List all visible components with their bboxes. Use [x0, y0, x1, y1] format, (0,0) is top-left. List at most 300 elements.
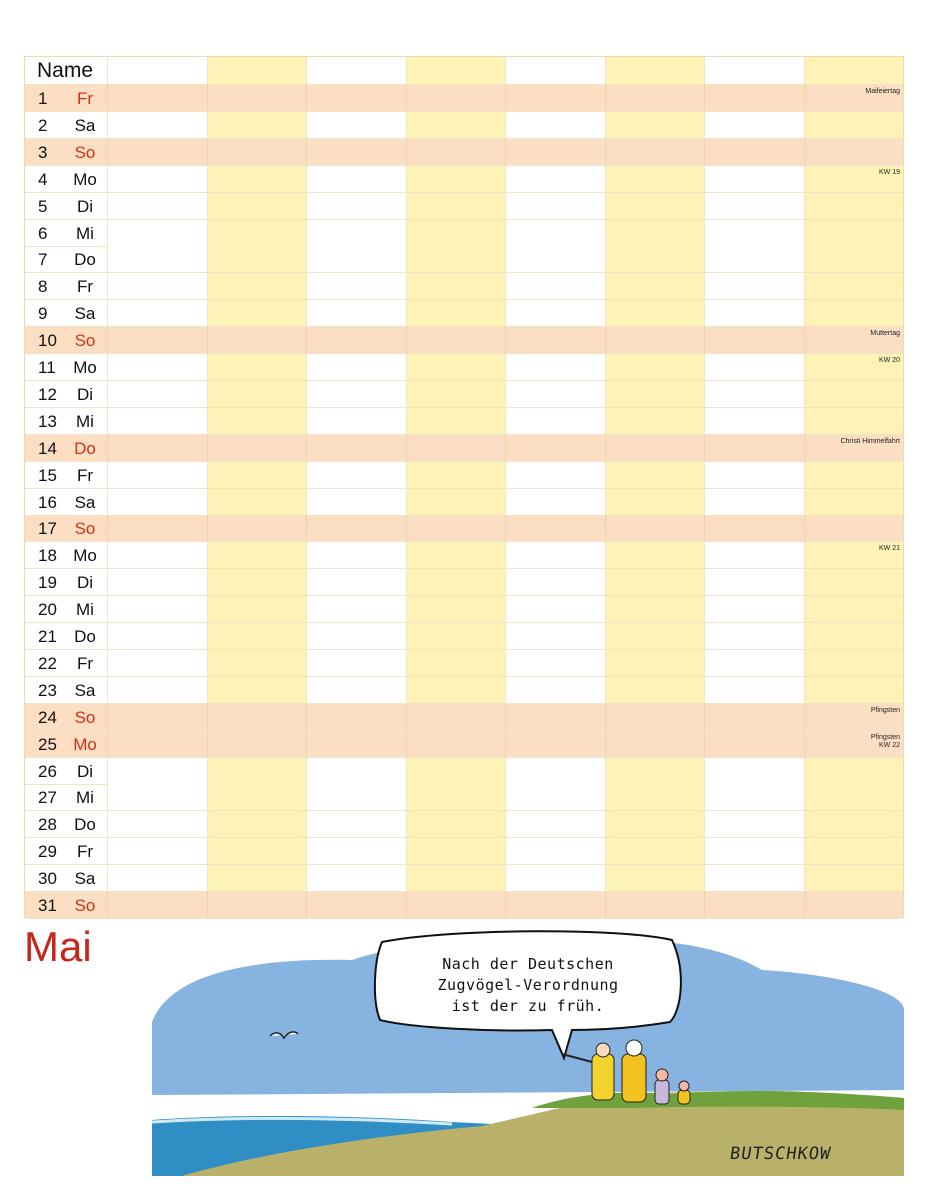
entry-cell[interactable] — [804, 139, 904, 165]
entry-cell[interactable] — [107, 381, 207, 407]
entry-cell[interactable] — [605, 731, 705, 757]
person-column-3-header[interactable] — [306, 57, 406, 84]
entry-cell[interactable] — [306, 704, 406, 730]
entry-cell[interactable] — [804, 784, 904, 810]
entry-cell[interactable] — [306, 623, 406, 649]
entry-cell[interactable] — [306, 784, 406, 810]
entry-cell[interactable] — [107, 758, 207, 784]
entry-cell[interactable] — [605, 838, 705, 864]
entry-cell[interactable] — [505, 811, 605, 837]
entry-cell[interactable] — [804, 220, 904, 246]
entry-cell[interactable] — [207, 704, 307, 730]
entry-cell[interactable] — [207, 892, 307, 918]
entry-cell[interactable] — [207, 731, 307, 757]
entry-cell[interactable] — [207, 650, 307, 676]
day-number: 13 — [38, 411, 57, 431]
day-number: 7 — [38, 250, 48, 270]
entry-cell[interactable] — [704, 166, 804, 192]
entry-cell[interactable] — [107, 300, 207, 326]
day-row — [25, 892, 903, 919]
entry-cell[interactable] — [107, 408, 207, 434]
entry-cell[interactable] — [207, 139, 307, 165]
entry-cell[interactable] — [704, 542, 804, 568]
entry-cell[interactable] — [207, 408, 307, 434]
entry-cell[interactable] — [505, 865, 605, 891]
entry-cell[interactable] — [207, 462, 307, 488]
entry-cell[interactable] — [704, 408, 804, 434]
entry-cell[interactable] — [704, 381, 804, 407]
entry-cell[interactable] — [804, 838, 904, 864]
speech-line-1: Nach der Deutschen — [442, 955, 614, 973]
entry-cell[interactable] — [306, 596, 406, 622]
entry-cell[interactable] — [804, 166, 904, 192]
entry-cell[interactable] — [107, 85, 207, 111]
entry-cell[interactable] — [107, 515, 207, 541]
entry-cell[interactable] — [505, 139, 605, 165]
entry-cell[interactable] — [804, 677, 904, 703]
entry-cell[interactable] — [107, 193, 207, 219]
entry-cell[interactable] — [804, 515, 904, 541]
entry-cell[interactable] — [605, 596, 705, 622]
entry-cell[interactable] — [505, 650, 605, 676]
person-column-4-header[interactable] — [406, 57, 506, 84]
entry-cell[interactable] — [605, 85, 705, 111]
day-number: 26 — [38, 761, 57, 781]
person-column-1-header[interactable] — [107, 57, 207, 84]
entry-cell[interactable] — [107, 462, 207, 488]
entry-cell[interactable] — [306, 515, 406, 541]
person-column-2-header[interactable] — [207, 57, 307, 84]
entry-cell[interactable] — [406, 623, 506, 649]
entry-cell[interactable] — [505, 354, 605, 380]
day-row — [25, 515, 903, 542]
entry-cell[interactable] — [505, 381, 605, 407]
entry-cell[interactable] — [704, 596, 804, 622]
entry-cell[interactable] — [804, 569, 904, 595]
entry-cell[interactable] — [704, 220, 804, 246]
entry-cell[interactable] — [605, 246, 705, 272]
entry-cell[interactable] — [605, 677, 705, 703]
entry-cell[interactable] — [306, 85, 406, 111]
entry-cell[interactable] — [505, 246, 605, 272]
entry-cell[interactable] — [207, 327, 307, 353]
entry-cell[interactable] — [406, 435, 506, 461]
entry-cell[interactable] — [306, 408, 406, 434]
entry-cell[interactable] — [107, 865, 207, 891]
entry-cell[interactable] — [804, 623, 904, 649]
speech-line-3: ist der zu früh. — [451, 997, 605, 1015]
entry-cell[interactable] — [704, 758, 804, 784]
entry-cell[interactable] — [107, 435, 207, 461]
day-row — [25, 166, 903, 193]
holiday-note: KW 21 — [878, 545, 900, 553]
entry-cell[interactable] — [306, 892, 406, 918]
entry-cell[interactable] — [605, 489, 705, 515]
entry-cell[interactable] — [704, 623, 804, 649]
entry-cell[interactable] — [207, 865, 307, 891]
weekday-abbrev: Di — [76, 384, 94, 404]
entry-cell[interactable] — [406, 569, 506, 595]
entry-cell[interactable] — [704, 246, 804, 272]
entry-cell[interactable] — [605, 462, 705, 488]
weekday-abbrev: Sa — [74, 304, 96, 324]
entry-cell[interactable] — [505, 596, 605, 622]
entry-cell[interactable] — [306, 300, 406, 326]
day-row — [25, 596, 903, 623]
entry-cell[interactable] — [605, 650, 705, 676]
entry-cell[interactable] — [804, 246, 904, 272]
entry-cell[interactable] — [406, 462, 506, 488]
entry-cell[interactable] — [605, 354, 705, 380]
entry-cell[interactable] — [107, 166, 207, 192]
entry-cell[interactable] — [306, 220, 406, 246]
entry-cell[interactable] — [406, 327, 506, 353]
entry-cell[interactable] — [406, 112, 506, 138]
entry-cell[interactable] — [704, 193, 804, 219]
entry-cell[interactable] — [406, 677, 506, 703]
entry-cell[interactable] — [804, 193, 904, 219]
entry-cell[interactable] — [505, 273, 605, 299]
entry-cell[interactable] — [406, 139, 506, 165]
day-number: 12 — [38, 384, 57, 404]
entry-cell[interactable] — [804, 408, 904, 434]
entry-cell[interactable] — [107, 489, 207, 515]
entry-cell[interactable] — [406, 408, 506, 434]
entry-cell[interactable] — [505, 220, 605, 246]
entry-cell[interactable] — [406, 650, 506, 676]
day-number: 22 — [38, 653, 57, 673]
entry-cell[interactable] — [804, 489, 904, 515]
person-column-6-header[interactable] — [605, 57, 705, 84]
entry-cell[interactable] — [704, 489, 804, 515]
entry-cell[interactable] — [306, 542, 406, 568]
entry-cell[interactable] — [505, 758, 605, 784]
entry-cell[interactable] — [107, 273, 207, 299]
day-row — [25, 246, 903, 273]
entry-cell[interactable] — [505, 435, 605, 461]
entry-cell[interactable] — [704, 139, 804, 165]
entry-cell[interactable] — [406, 300, 506, 326]
entry-cell[interactable] — [704, 704, 804, 730]
entry-cell[interactable] — [107, 892, 207, 918]
entry-cell[interactable] — [406, 246, 506, 272]
entry-cell[interactable] — [605, 166, 705, 192]
entry-cell[interactable] — [804, 865, 904, 891]
entry-cell[interactable] — [207, 758, 307, 784]
entry-cell[interactable] — [207, 354, 307, 380]
entry-cell[interactable] — [505, 569, 605, 595]
entry-cell[interactable] — [406, 596, 506, 622]
entry-cell[interactable] — [704, 569, 804, 595]
entry-cell[interactable] — [505, 704, 605, 730]
entry-cell[interactable] — [306, 462, 406, 488]
entry-cell[interactable] — [605, 623, 705, 649]
person-column-5-header[interactable] — [505, 57, 605, 84]
entry-cell[interactable] — [505, 112, 605, 138]
entry-cell[interactable] — [306, 731, 406, 757]
entry-cell[interactable] — [207, 542, 307, 568]
entry-cell[interactable] — [207, 193, 307, 219]
entry-cell[interactable] — [107, 220, 207, 246]
entry-cell[interactable] — [406, 354, 506, 380]
entry-cell[interactable] — [605, 515, 705, 541]
entry-cell[interactable] — [605, 865, 705, 891]
entry-cell[interactable] — [505, 892, 605, 918]
entry-cell[interactable] — [306, 569, 406, 595]
entry-cell[interactable] — [804, 758, 904, 784]
entry-cell[interactable] — [505, 300, 605, 326]
entry-cell[interactable] — [207, 569, 307, 595]
day-number: 4 — [38, 169, 48, 189]
entry-cell[interactable] — [804, 650, 904, 676]
entry-cell[interactable] — [704, 838, 804, 864]
entry-cell[interactable] — [406, 838, 506, 864]
holiday-note: Maifeiertag — [865, 88, 900, 95]
entry-cell[interactable] — [605, 784, 705, 810]
person-column-8-header[interactable] — [804, 57, 904, 84]
entry-cell[interactable] — [605, 300, 705, 326]
entry-cell[interactable] — [605, 435, 705, 461]
entry-cell[interactable] — [704, 85, 804, 111]
entry-cell[interactable] — [207, 435, 307, 461]
entry-cell[interactable] — [306, 327, 406, 353]
entry-cell[interactable] — [406, 515, 506, 541]
entry-cell[interactable] — [406, 542, 506, 568]
entry-cell[interactable] — [306, 758, 406, 784]
entry-cell[interactable] — [605, 704, 705, 730]
entry-cell[interactable] — [804, 327, 904, 353]
entry-cell[interactable] — [605, 408, 705, 434]
entry-cell[interactable] — [704, 112, 804, 138]
entry-cell[interactable] — [605, 569, 705, 595]
entry-cell[interactable] — [704, 865, 804, 891]
entry-cell[interactable] — [704, 515, 804, 541]
day-row — [25, 220, 903, 247]
entry-cell[interactable] — [207, 596, 307, 622]
entry-cell[interactable] — [107, 569, 207, 595]
day-row — [25, 139, 903, 166]
entry-cell[interactable] — [107, 246, 207, 272]
entry-cell[interactable] — [107, 139, 207, 165]
entry-cell[interactable] — [505, 462, 605, 488]
entry-cell[interactable] — [306, 838, 406, 864]
entry-cell[interactable] — [107, 811, 207, 837]
entry-cell[interactable] — [804, 892, 904, 918]
day-number: 3 — [38, 142, 48, 162]
day-row — [25, 731, 903, 758]
entry-cell[interactable] — [804, 462, 904, 488]
entry-cell[interactable] — [107, 542, 207, 568]
day-number: 21 — [38, 627, 57, 646]
entry-cell[interactable] — [406, 865, 506, 891]
weekday-abbrev: So — [74, 331, 96, 351]
entry-cell[interactable] — [107, 784, 207, 810]
entry-cell[interactable] — [605, 220, 705, 246]
entry-cell[interactable] — [505, 327, 605, 353]
entry-cell[interactable] — [406, 811, 506, 837]
entry-cell[interactable] — [406, 892, 506, 918]
entry-cell[interactable] — [107, 704, 207, 730]
weekday-abbrev: Mi — [76, 411, 94, 431]
entry-cell[interactable] — [306, 139, 406, 165]
weekday-abbrev: Mo — [73, 546, 97, 566]
day-row — [25, 623, 903, 650]
entry-cell[interactable] — [804, 85, 904, 111]
entry-cell[interactable] — [406, 731, 506, 757]
day-row — [25, 193, 903, 220]
entry-cell[interactable] — [605, 273, 705, 299]
entry-cell[interactable] — [306, 166, 406, 192]
entry-cell[interactable] — [804, 381, 904, 407]
entry-cell[interactable] — [207, 220, 307, 246]
entry-cell[interactable] — [306, 273, 406, 299]
entry-cell[interactable] — [207, 166, 307, 192]
entry-cell[interactable] — [505, 784, 605, 810]
entry-cell[interactable] — [207, 246, 307, 272]
entry-cell[interactable] — [505, 623, 605, 649]
entry-cell[interactable] — [505, 677, 605, 703]
entry-cell[interactable] — [306, 381, 406, 407]
entry-cell[interactable] — [406, 381, 506, 407]
weekday-abbrev: Mi — [76, 788, 94, 808]
entry-cell[interactable] — [505, 193, 605, 219]
entry-cell[interactable] — [505, 731, 605, 757]
entry-cell[interactable] — [605, 193, 705, 219]
entry-cell[interactable] — [207, 489, 307, 515]
day-number: 24 — [38, 707, 57, 727]
entry-cell[interactable] — [207, 677, 307, 703]
entry-cell[interactable] — [605, 381, 705, 407]
entry-cell[interactable] — [704, 435, 804, 461]
entry-cell[interactable] — [306, 811, 406, 837]
entry-cell[interactable] — [704, 327, 804, 353]
entry-cell[interactable] — [406, 85, 506, 111]
entry-cell[interactable] — [207, 300, 307, 326]
entry-cell[interactable] — [406, 193, 506, 219]
entry-cell[interactable] — [505, 489, 605, 515]
entry-cell[interactable] — [505, 515, 605, 541]
entry-cell[interactable] — [207, 784, 307, 810]
entry-cell[interactable] — [207, 273, 307, 299]
entry-cell[interactable] — [107, 731, 207, 757]
entry-cell[interactable] — [406, 166, 506, 192]
entry-cell[interactable] — [804, 542, 904, 568]
entry-cell[interactable] — [107, 112, 207, 138]
entry-cell[interactable] — [804, 354, 904, 380]
entry-cell[interactable] — [505, 838, 605, 864]
entry-cell[interactable] — [207, 838, 307, 864]
entry-cell[interactable] — [505, 166, 605, 192]
holiday-note: Christi Himmelfahrt — [840, 437, 900, 445]
entry-cell[interactable] — [406, 758, 506, 784]
entry-cell[interactable] — [107, 596, 207, 622]
entry-cell[interactable] — [207, 381, 307, 407]
entry-cell[interactable] — [804, 811, 904, 837]
entry-cell[interactable] — [605, 139, 705, 165]
entry-cell[interactable] — [804, 731, 904, 757]
entry-cell[interactable] — [605, 327, 705, 353]
entry-cell[interactable] — [107, 677, 207, 703]
entry-cell[interactable] — [804, 435, 904, 461]
entry-cell[interactable] — [207, 623, 307, 649]
entry-cell[interactable] — [306, 865, 406, 891]
entry-cell[interactable] — [306, 435, 406, 461]
entry-cell[interactable] — [605, 758, 705, 784]
entry-cell[interactable] — [704, 784, 804, 810]
entry-cell[interactable] — [704, 273, 804, 299]
entry-cell[interactable] — [207, 85, 307, 111]
weekday-abbrev: So — [74, 896, 96, 915]
entry-cell[interactable] — [107, 327, 207, 353]
speech-bubble-text — [394, 954, 662, 1017]
day-row — [25, 569, 903, 596]
entry-cell[interactable] — [306, 246, 406, 272]
entry-cell[interactable] — [704, 462, 804, 488]
entry-cell[interactable] — [605, 542, 705, 568]
day-row — [25, 650, 903, 677]
entry-cell[interactable] — [704, 892, 804, 918]
entry-cell[interactable] — [406, 784, 506, 810]
person-column-7-header[interactable] — [704, 57, 804, 84]
entry-cell[interactable] — [406, 704, 506, 730]
entry-cell[interactable] — [306, 650, 406, 676]
entry-cell[interactable] — [605, 112, 705, 138]
entry-cell[interactable] — [207, 515, 307, 541]
entry-cell[interactable] — [406, 489, 506, 515]
entry-cell[interactable] — [704, 300, 804, 326]
weekday-abbrev: Mo — [73, 358, 97, 377]
entry-cell[interactable] — [804, 112, 904, 138]
entry-cell[interactable] — [207, 112, 307, 138]
entry-cell[interactable] — [605, 892, 705, 918]
entry-cell[interactable] — [406, 220, 506, 246]
entry-cell[interactable] — [505, 85, 605, 111]
entry-cell[interactable] — [605, 811, 705, 837]
holiday-note: Pfingsten — [870, 706, 900, 714]
entry-cell[interactable] — [704, 811, 804, 837]
entry-cell[interactable] — [704, 731, 804, 757]
day-number: 28 — [38, 815, 57, 835]
weekday-abbrev: Fr — [76, 277, 94, 297]
day-row — [25, 811, 903, 838]
entry-cell[interactable] — [804, 300, 904, 326]
entry-cell[interactable] — [804, 596, 904, 622]
entry-cell[interactable] — [107, 838, 207, 864]
entry-cell[interactable] — [406, 273, 506, 299]
entry-cell[interactable] — [505, 408, 605, 434]
weekday-abbrev: Sa — [74, 492, 96, 512]
entry-cell[interactable] — [306, 489, 406, 515]
day-number: 31 — [38, 896, 57, 915]
entry-cell[interactable] — [804, 273, 904, 299]
entry-cell[interactable] — [704, 650, 804, 676]
day-row — [25, 462, 903, 489]
day-row — [25, 327, 903, 354]
entry-cell[interactable] — [107, 650, 207, 676]
entry-cell[interactable] — [107, 623, 207, 649]
entry-cell[interactable] — [704, 354, 804, 380]
entry-cell[interactable] — [704, 677, 804, 703]
entry-cell[interactable] — [306, 677, 406, 703]
day-number: 16 — [38, 492, 57, 512]
entry-cell[interactable] — [207, 811, 307, 837]
entry-cell[interactable] — [306, 354, 406, 380]
entry-cell[interactable] — [107, 354, 207, 380]
entry-cell[interactable] — [505, 542, 605, 568]
entry-cell[interactable] — [306, 193, 406, 219]
entry-cell[interactable] — [804, 704, 904, 730]
entry-cell[interactable] — [306, 112, 406, 138]
